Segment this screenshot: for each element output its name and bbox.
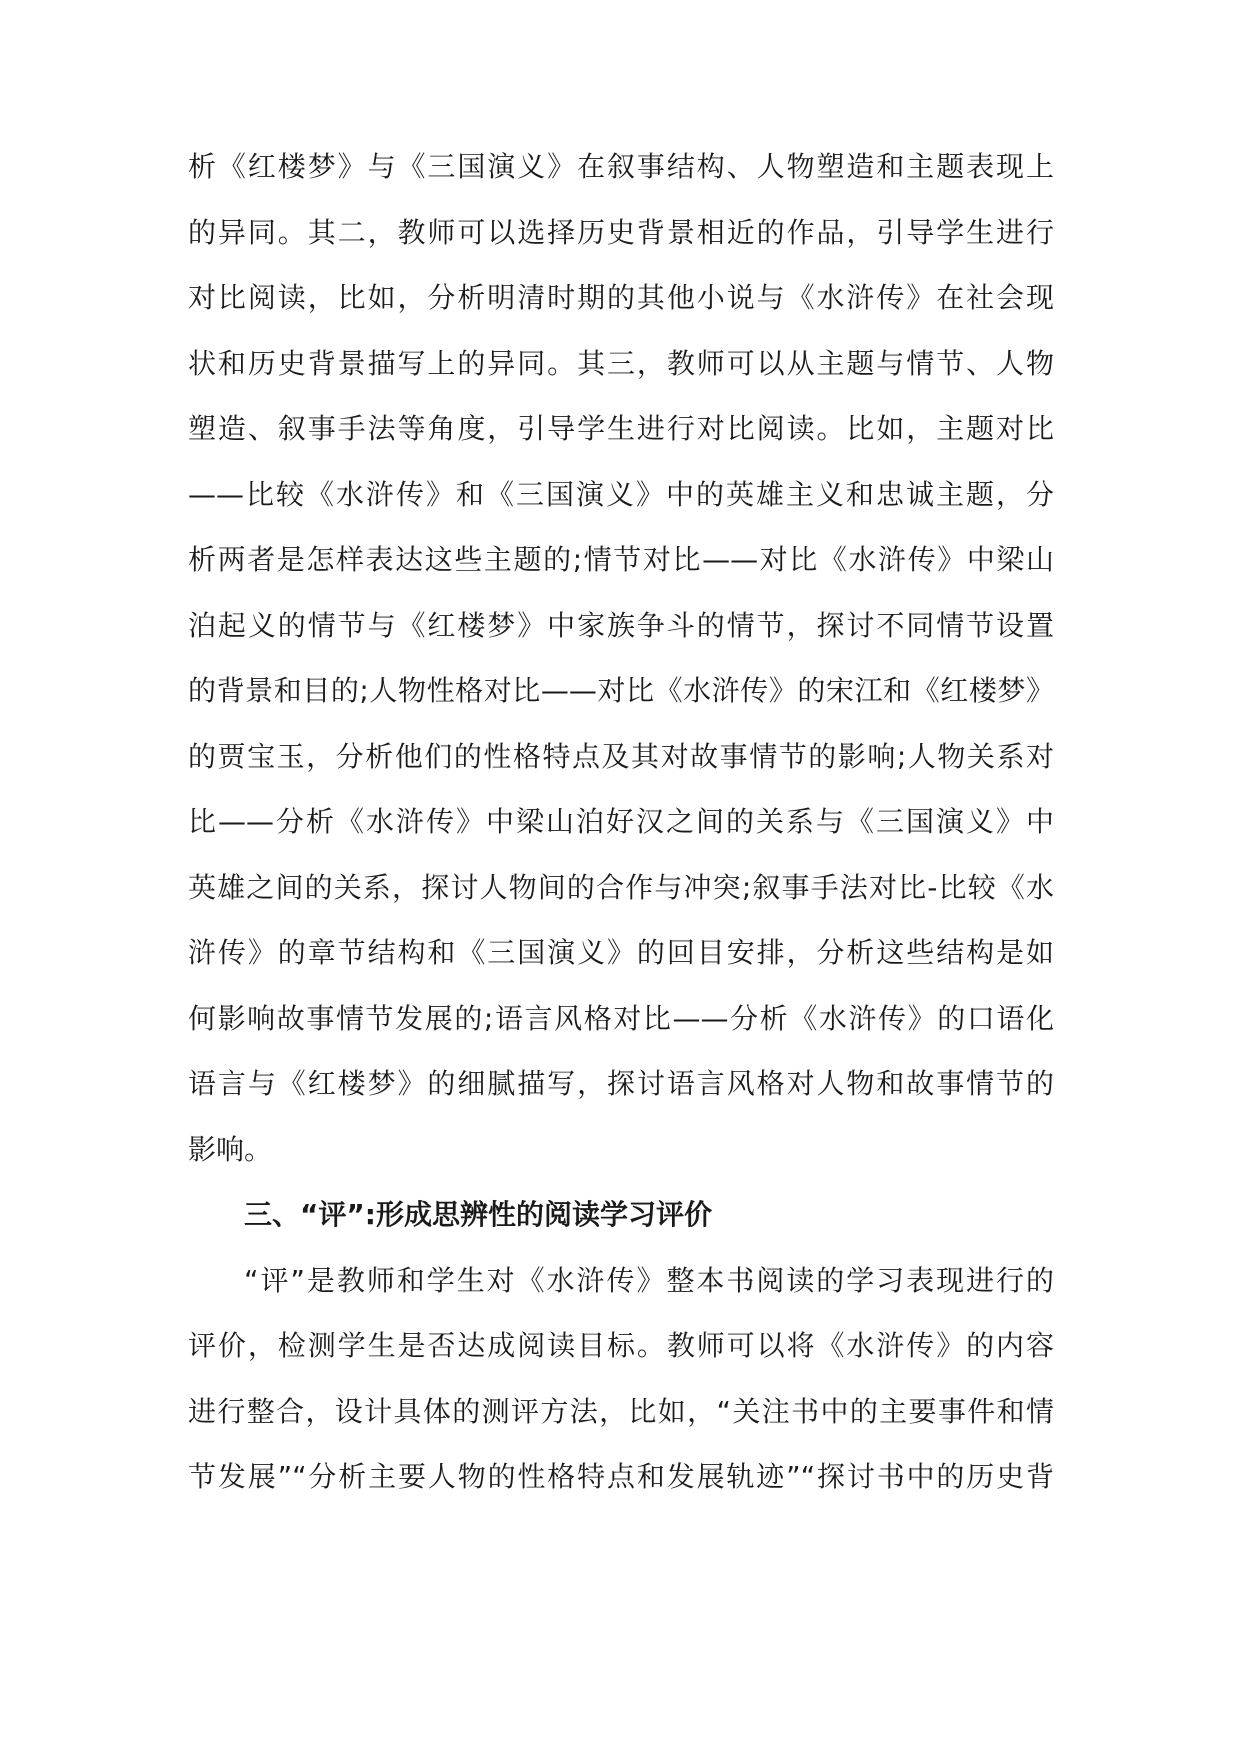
paragraph-continued bbox=[188, 134, 1054, 1182]
text-line: 进行整合，设计具体的测评方法，比如，“关注书中的主要事件和情 bbox=[188, 1394, 1054, 1428]
text-line: 比——分析《水浒传》中梁山泊好汉之间的关系与《三国演义》中 bbox=[188, 805, 1054, 838]
text-line: 析《红楼梦》与《三国演义》在叙事结构、人物塑造和主题表现上 bbox=[188, 150, 1054, 183]
text-line: 析两者是怎样表达这些主题的;情节对比——对比《水浒传》中梁山 bbox=[188, 543, 1054, 576]
paragraph bbox=[188, 1248, 1054, 1510]
text-line: ——比较《水浒传》和《三国演义》中的英雄主义和忠诚主题，分 bbox=[188, 477, 1054, 511]
text-line: 何影响故事情节发展的;语言风格对比——分析《水浒传》的口语化 bbox=[188, 1001, 1054, 1035]
text-line: 塑造、叙事手法等角度，引导学生进行对比阅读。比如，主题对比 bbox=[188, 412, 1054, 445]
text-line: 状和历史背景描写上的异同。其三，教师可以从主题与情节、人物 bbox=[188, 346, 1054, 380]
text-line: 评价，检测学生是否达成阅读目标。教师可以将《水浒传》的内容 bbox=[188, 1329, 1054, 1362]
text-line: 对比阅读，比如，分析明清时期的其他小说与《水浒传》在社会现 bbox=[188, 281, 1054, 314]
body-text bbox=[188, 134, 1054, 1510]
text-line: 影响。 bbox=[188, 1132, 273, 1166]
section-heading: 三、“评”:形成思辨性的阅读学习评价 bbox=[244, 1198, 713, 1231]
text-line: 的异同。其二，教师可以选择历史背景相近的作品，引导学生进行 bbox=[188, 215, 1054, 249]
text-line: 的贾宝玉，分析他们的性格特点及其对故事情节的影响;人物关系对 bbox=[188, 739, 1054, 773]
text-line: 语言与《红楼梦》的细腻描写，探讨语言风格对人物和故事情节的 bbox=[188, 1067, 1054, 1100]
text-line: “评”是教师和学生对《水浒传》整本书阅读的学习表现进行的 bbox=[244, 1263, 1054, 1297]
text-line: 节发展”“分析主要人物的性格特点和发展轨迹”“探讨书中的历史背 bbox=[188, 1460, 1054, 1493]
text-line: 浒传》的章节结构和《三国演义》的回目安排，分析这些结构是如 bbox=[188, 936, 1054, 969]
text-line: 英雄之间的关系，探讨人物间的合作与冲突;叙事手法对比-比较《水 bbox=[188, 870, 1054, 904]
text-line: 的背景和目的;人物性格对比——对比《水浒传》的宋江和《红楼梦》 bbox=[188, 674, 1054, 707]
text-line: 泊起义的情节与《红楼梦》中家族争斗的情节，探讨不同情节设置 bbox=[188, 608, 1054, 642]
